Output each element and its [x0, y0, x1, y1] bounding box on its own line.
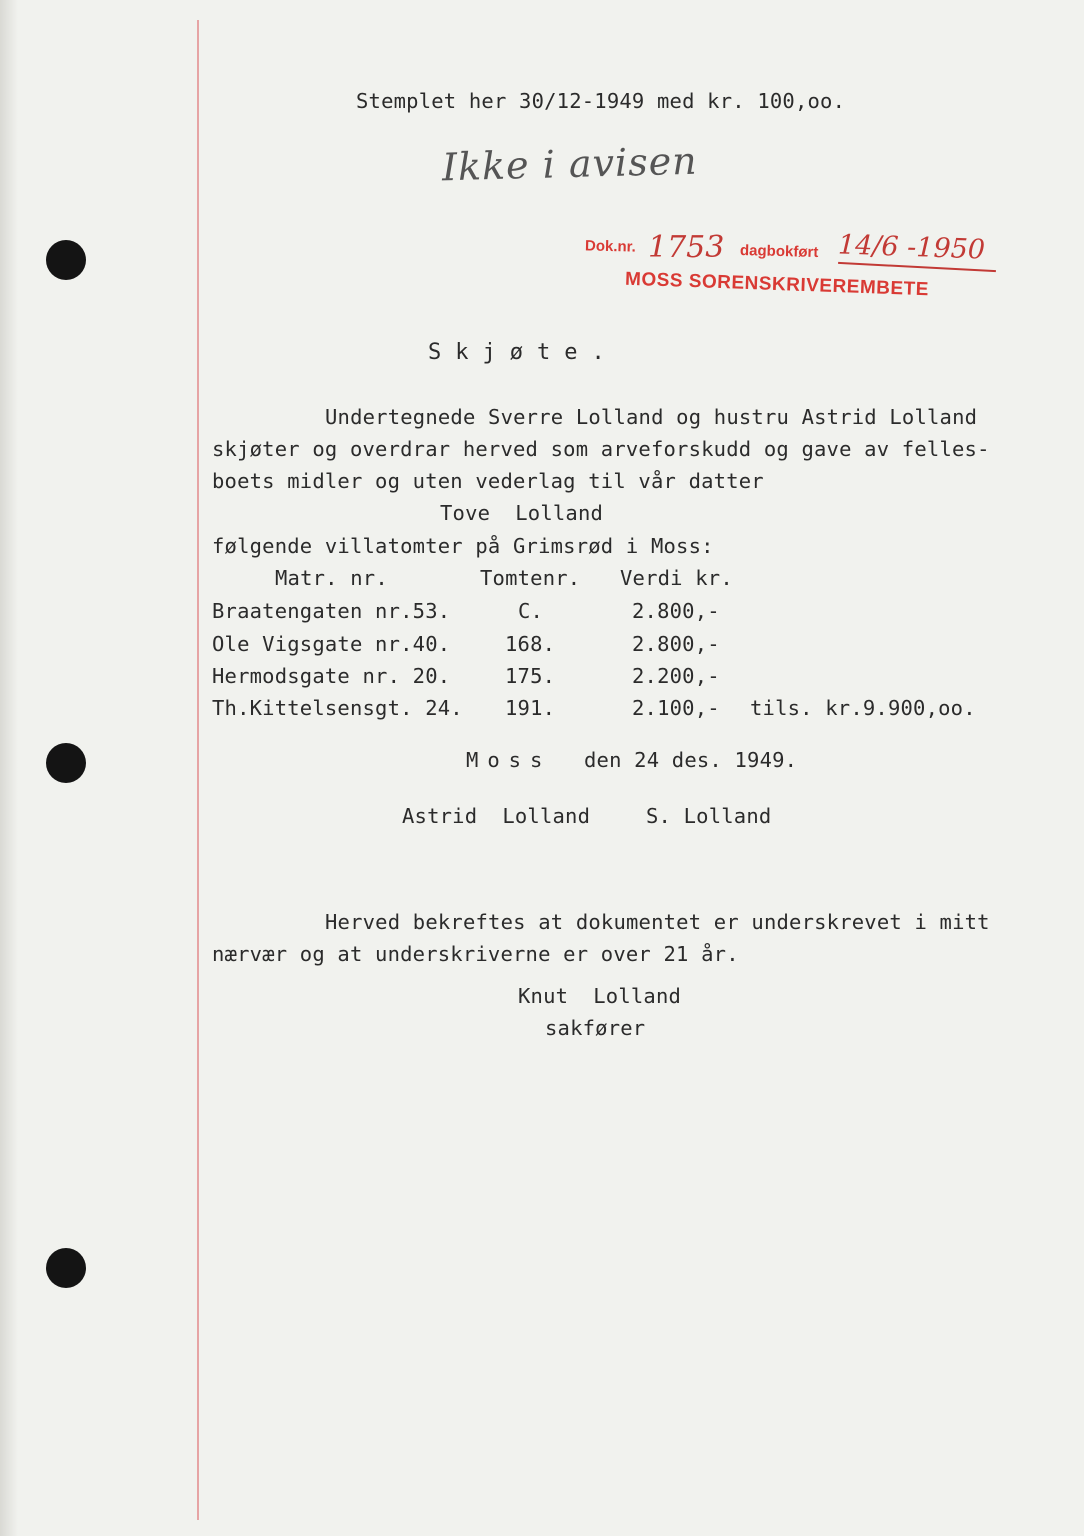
table-cell-address: Ole Vigsgate nr.40.	[212, 632, 451, 656]
signature-astrid: Astrid Lolland	[402, 804, 591, 828]
table-cell-address: Th.Kittelsensgt. 24.	[212, 696, 463, 720]
registry-stamp-number: 1753	[648, 230, 725, 265]
witness-title: sakfører	[545, 1016, 646, 1040]
table-header-matr: Matr. nr.	[275, 566, 388, 590]
page-edge-shadow	[0, 0, 18, 1536]
table-header-tomtenr: Tomtenr.	[480, 566, 581, 590]
registry-stamp-dag-label: dagbokført	[739, 241, 819, 262]
document-title: Skjøte.	[428, 340, 619, 365]
attestation-line: nærvær og at underskriverne er over 21 år.	[212, 942, 739, 966]
body-line: skjøter og overdrar herved som arveforskudd og gave av felles-	[212, 437, 990, 461]
table-cell-value: 2.800,-	[632, 632, 720, 656]
place: Moss	[466, 748, 552, 772]
table-cell-value: 2.800,-	[632, 599, 720, 623]
handwritten-note: Ikke i avisen	[441, 138, 699, 190]
recipient-name: Tove Lolland	[440, 501, 604, 525]
punch-hole	[46, 240, 86, 280]
table-cell-value: 2.200,-	[632, 664, 720, 688]
registry-stamp-label: Dok.nr.	[584, 237, 637, 256]
body-line: Undertegnede Sverre Lolland og hustru Astrid Lolland	[325, 405, 978, 429]
table-cell-address: Hermodsgate nr. 20.	[212, 664, 451, 688]
punch-hole	[46, 743, 86, 783]
table-cell-value: 2.100,-	[632, 696, 720, 720]
table-cell-tomtenr: 191.	[505, 696, 556, 720]
attestation-line: Herved bekreftes at dokumentet er underskrevet i mitt	[325, 910, 990, 934]
margin-line	[197, 20, 199, 1520]
table-cell-address: Braatengaten nr.53.	[212, 599, 451, 623]
signature-sverre: S. Lolland	[646, 804, 772, 828]
table-total: tils. kr.9.900,oo.	[750, 696, 976, 720]
witness-name: Knut Lolland	[518, 984, 682, 1008]
body-line: boets midler og uten vederlag til vår datter	[212, 469, 764, 493]
table-cell-tomtenr: 175.	[505, 664, 556, 688]
stamp-duty-note: Stemplet her 30/12-1949 med kr. 100,oo.	[356, 89, 846, 113]
table-cell-tomtenr: C.	[518, 599, 544, 623]
table-cell-tomtenr: 168.	[505, 632, 556, 656]
body-line: følgende villatomter på Grimsrød i Moss:	[212, 534, 714, 558]
punch-hole	[46, 1248, 86, 1288]
registry-stamp-date: 14/6 -1950	[837, 229, 986, 266]
table-header-verdi: Verdi kr.	[620, 566, 733, 590]
date-line: den 24 des. 1949.	[584, 748, 798, 772]
registry-stamp-office: MOSS SORENSKRIVEREMBETE	[624, 268, 930, 301]
